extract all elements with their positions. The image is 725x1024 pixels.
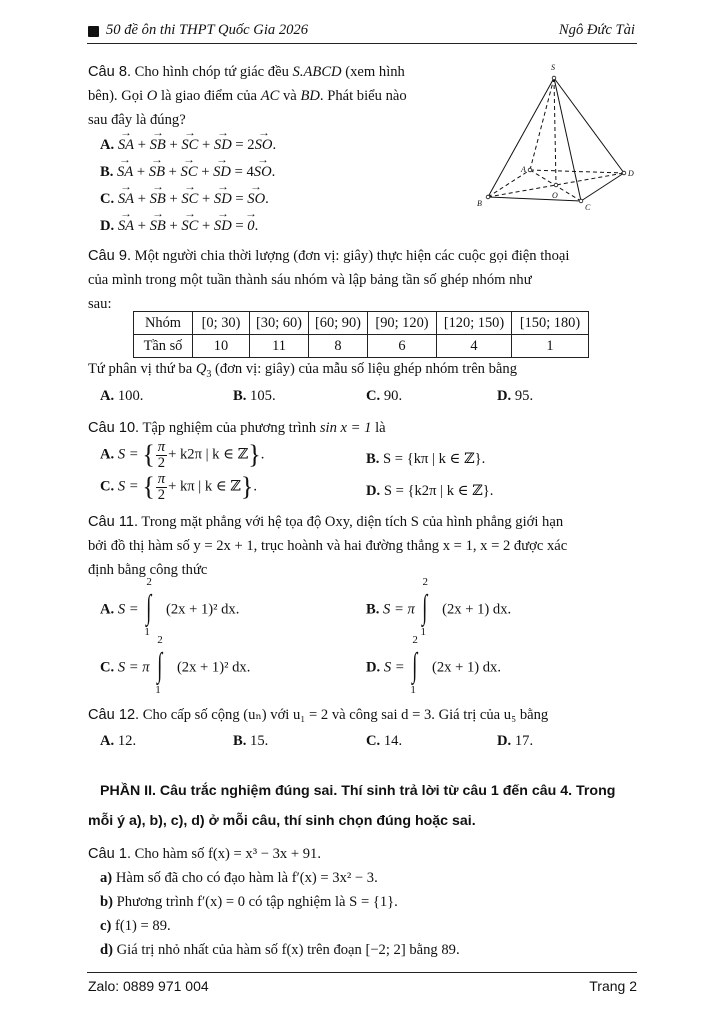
table-row: Nhóm [0; 30) [30; 60) [60; 90) [90; 120) [120; 150) [150; 180) xyxy=(134,312,589,335)
q10-option-b: B. S = {kπ | k ∈ ℤ}. xyxy=(366,451,486,467)
q9-line3: sau: xyxy=(88,296,112,312)
pyramid-figure xyxy=(472,60,642,216)
p2q1-item-a: a) Hàm số đã cho có đạo hàm là f′(x) = 3x² − 3. xyxy=(100,870,378,886)
q9-number: Câu 9. xyxy=(88,248,131,264)
frequency-table xyxy=(133,311,589,358)
p2q1-stem: Câu 1. Cho hàm số f(x) = x³ − 3x + 91. xyxy=(88,846,321,862)
q9-after-table: Tứ phân vị thứ ba $Q_3$ (đơn vị: giây) của mẫu số liệu ghép nhóm trên bằng xyxy=(88,361,517,380)
q8-line3: sau đây là đúng? xyxy=(88,112,186,128)
q11-option-b: B. S = π 2 ∫ 1 (2x + 1) dx. xyxy=(366,576,512,638)
vertex-o-label: O xyxy=(552,191,558,200)
q8-number: Câu 8. xyxy=(88,64,131,80)
vertex-c-label: C xyxy=(585,203,591,212)
p2q1-number: Câu 1. xyxy=(88,846,131,862)
header-author: Ngô Đức Tài xyxy=(558,22,635,38)
table-row: Tần số 10 11 8 6 4 1 xyxy=(134,335,589,358)
q11-line3: định bằng công thức xyxy=(88,562,208,578)
footer-contact: Zalo: 0889 971 004 xyxy=(88,978,209,994)
q11-option-d: D. S = 2 ∫ 1 (2x + 1) dx. xyxy=(366,634,501,696)
q12-option-b: B. 15. xyxy=(233,733,269,749)
q8-option-d: D. → SA + → SB + → SC + → SD = → 0. xyxy=(100,218,258,235)
q9-line1: Câu 9. Một người chia thời lượng (đơn vị: giây) thực hiện các cuộc gọi điện thoại xyxy=(88,248,570,264)
q9-option-a: A. 100. xyxy=(100,388,144,404)
q8-option-b: B. → SA + → SB + → SC + → SD = 4→ SO. xyxy=(100,164,275,181)
q10-stem: Câu 10. Tập nghiệm của phương trình sin x = 1 là xyxy=(88,420,386,436)
header-book-icon xyxy=(88,26,99,37)
q8-line1: Câu 8. Cho hình chóp tứ giác đều S.ABCD (xem hình xyxy=(88,64,405,80)
q8-option-c: C. → SA + → SB + → SC + → SD = → SO. xyxy=(100,191,269,208)
q11-option-c: C. S = π 2 ∫ 1 (2x + 1)² dx. xyxy=(100,634,251,696)
q9-option-d: D. 95. xyxy=(497,388,534,404)
p2q1-item-c: c) f(1) = 89. xyxy=(100,918,171,934)
q11-number: Câu 11. xyxy=(88,514,139,530)
header-title: 50 đề ôn thi THPT Quốc Gia 2026 xyxy=(106,22,309,38)
footer-page-number: Trang 2 xyxy=(589,978,637,994)
q8-option-a: A. → SA + → SB + → SC + → SD = 2→ SO. xyxy=(100,137,276,154)
footer-rule xyxy=(87,972,637,973)
part2-heading-line1: PHẦN II. Câu trắc nghiệm đúng sai. Thí sinh trả lời từ câu 1 đến câu 4. Trong xyxy=(100,783,616,799)
vertex-b-label: B xyxy=(477,199,482,208)
q12-option-d: D. 17. xyxy=(497,733,534,749)
p2q1-item-b: b) Phương trình f′(x) = 0 có tập nghiệm là S = {1}. xyxy=(100,894,398,910)
vertex-s-label: S xyxy=(551,63,555,72)
q11-option-a: A. S = 2 ∫ 1 (2x + 1)² dx. xyxy=(100,576,240,638)
q10-option-d: D. S = {k2π | k ∈ ℤ}. xyxy=(366,483,494,499)
q11-line2: bởi đồ thị hàm số y = 2x + 1, trục hoành và hai đường thẳng x = 1, x = 2 được xác xyxy=(88,538,568,554)
q8-line2: bên). Gọi O là giao điểm của AC và BD. Phát biểu nào xyxy=(88,88,407,104)
q12-number: Câu 12. xyxy=(88,707,140,723)
header-rule xyxy=(87,43,637,44)
q10-option-c: C. S = { $\frac{\pi}{2}$ + kπ | k ∈ ℤ}. xyxy=(100,471,258,503)
q12-stem: Câu 12. Cho cấp số cộng (uₙ) với u₁ = 2 và công sai d = 3. Giá trị của u₅ bằng xyxy=(88,707,549,723)
p2q1-item-d: d) Giá trị nhỏ nhất của hàm số f(x) trên đoạn [−2; 2] bằng 89. xyxy=(100,942,460,958)
q10-number: Câu 10. xyxy=(88,420,140,436)
q9-line2: của mình trong một tuần thành sáu nhóm và lập bảng tần số ghép nhóm như xyxy=(88,272,532,288)
q10-option-a: A. S = { $\frac{\pi}{2}$ + k2π | k ∈ ℤ}. xyxy=(100,439,265,471)
q9-option-b: B. 105. xyxy=(233,388,276,404)
q12-option-a: A. 12. xyxy=(100,733,137,749)
vertex-a-label: A xyxy=(521,165,526,174)
q12-option-c: C. 14. xyxy=(366,733,403,749)
q11-line1: Câu 11. Trong mặt phẳng với hệ tọa độ Oxy, diện tích S của hình phẳng giới hạn xyxy=(88,514,564,530)
part2-heading-line2: mỗi ý a), b), c), d) ở mỗi câu, thí sinh chọn đúng hoặc sai. xyxy=(88,813,476,829)
vertex-d-label: D xyxy=(628,169,634,178)
q9-option-c: C. 90. xyxy=(366,388,403,404)
